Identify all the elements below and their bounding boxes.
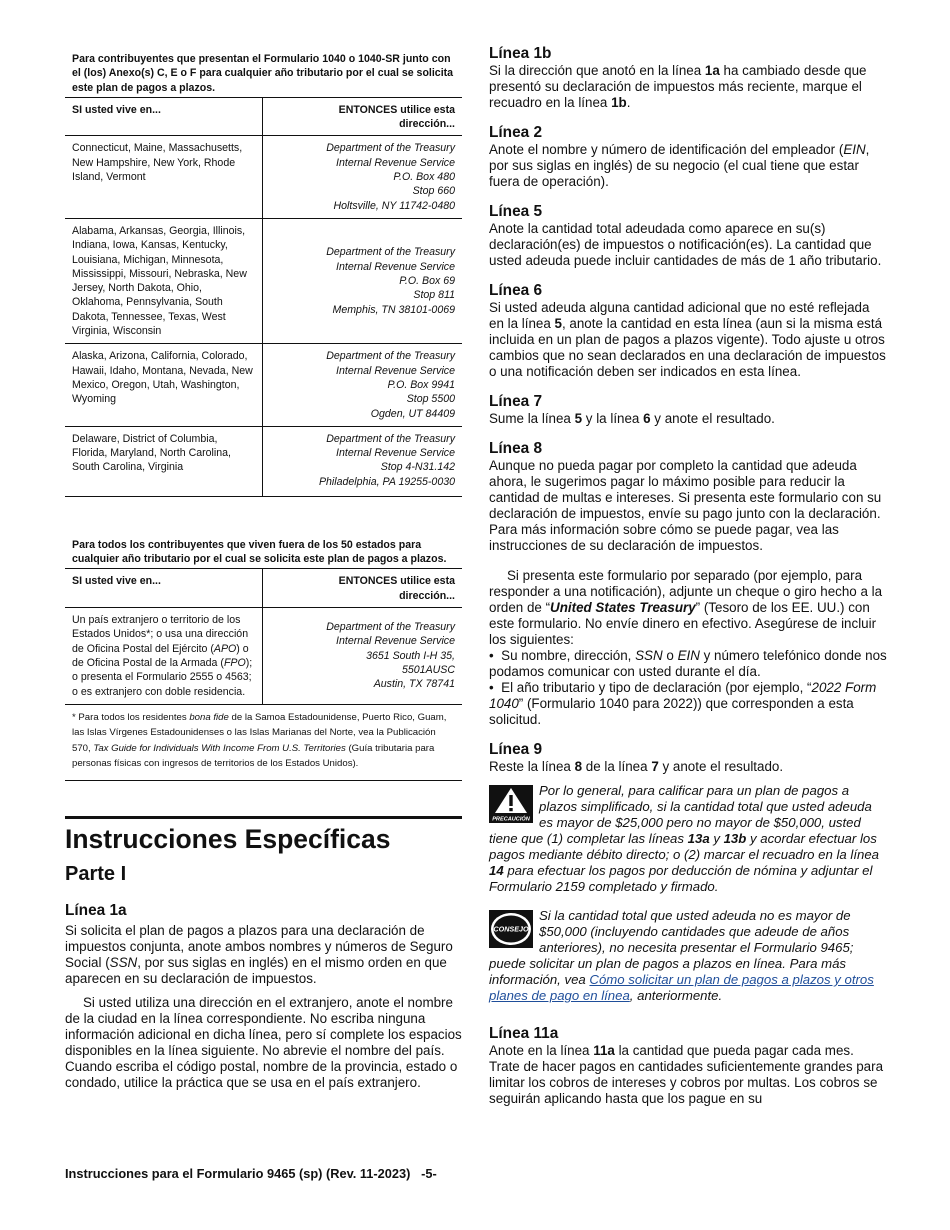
paragraph: Aunque no pueda pagar por completo la cantidad que adeuda ahora, le sugerimos pagar lo máximo posible para reducir la cantidad de multas e intereses. Si presenta este formulario con su declaración de impuestos, envíe su pago junto con la declaración. Para más información sobre cómo se puede pagar, vea las instrucciones de su declaración de impuestos. (489, 458, 882, 553)
section-line-5 (489, 202, 887, 269)
paragraph: Si presenta este formulario por separado (por ejemplo, para responder a una notificación), adjunte un cheque o giro hecho a la orden de “United States Treasury” (Tesoro de los EE. UU.) con este formulario. No envíe dinero en efectivo. Asegúrese de incluir los siguientes: (489, 568, 883, 647)
section-line-8 (489, 439, 887, 728)
section-heading: Línea 1a (65, 902, 127, 920)
footer-form-title: Instrucciones para el Formulario 9465 (sp) (Rev. 11-2023) (65, 1166, 411, 1181)
table2-footnote: * Para todos los residentes bona fide de la Samoa Estadounidense, Puerto Rico, Guam, las Islas Vírgenes Estadounidenses o las Islas Marianas del Norte, vea la Publicación 570, Tax Guide for Individuals With Income From U.S. Territories (Guía tributaria para personas físicas con ingresos de territorios de los Estados Unidos). (65, 705, 462, 782)
section-heading: Línea 7 (489, 393, 543, 410)
address-table-domestic (65, 97, 462, 497)
paragraph: Anote la cantidad total adeudada como aparece en su(s) declaración(es) de impuestos o notificación(es). La cantidad que usted adeuda puede incluir cantidades de más de 1 año tributario. (489, 221, 882, 268)
paragraph: Anote el nombre y número de identificación del empleador (EIN, por sus siglas en inglés) de su negocio (el cual tiene que estar fuera de operación). (489, 142, 870, 189)
table1-address: Department of the Treasury Internal Revenue Service Stop 4-N31.142 Philadelphia, PA 19255-0030 (263, 426, 463, 496)
table2-col-left: SI usted vive en... (65, 569, 263, 608)
paragraph: Si solicita el plan de pagos a plazos para una declaración de impuestos conjunta, anote ambos nombres y números de Seguro Social (SSN, por sus siglas en inglés) en el mismo orden en que aparecen en su declaración de impuestos. (65, 923, 453, 987)
left-column (65, 52, 462, 1091)
paragraph: Si la dirección que anotó en la línea 1a ha cambiado desde que presentó su declaración de impuestos más reciente, marque el recuadro en la línea 1b. (489, 63, 867, 110)
table1-heading: Para contribuyentes que presentan el Formulario 1040 o 1040-SR junto con el (los) Anexo(s) C, E o F para cualquier año tributario por el cual se solicita este plan de pagos a plazos. (72, 53, 454, 94)
table1-states: Connecticut, Maine, Massachusetts, New Hampshire, New York, Rhode Island, Vermont (65, 136, 263, 218)
paragraph: Si usted utiliza una dirección en el extranjero, anote el nombre de la ciudad en la línea correspondiente. No escriba ninguna información adicional en dicha línea, pero sí complete los espacios disponibles en la línea siguiente. No abrevie el nombre del país. Cuando escriba el código postal, nombre de la provincia, estado o condado, utilice la práctica que se usa en el país extranjero. (65, 995, 462, 1091)
section-heading: Línea 6 (489, 282, 543, 299)
right-column (489, 44, 887, 1119)
caution-note: PRECAUCIÓN Por lo general, para calificar para un plan de pagos a plazos simplificado, si la cantidad total que usted adeuda es mayor de $25,000 pero no mayor de $50,000, usted tiene que (1) completar las líneas 13a y 13b y acordar efectuar los pagos mediante débito directo; o (2) marcar el recuadro en la línea 14 para efectuar los pagos por deducción de nómina y adjuntar el Formulario 2159 completado y firmado. (489, 783, 879, 894)
section-line-1b (489, 44, 887, 111)
table1-states: Alabama, Arkansas, Georgia, Illinois, Indiana, Iowa, Kansas, Kentucky, Louisiana, Michigan, Minnesota, Mississippi, Missouri, Nebraska, New Jersey, North Dakota, Ohio, Oklahoma, Pennsylvania, South Dakota, Tennessee, Texas, West Virginia, Wisconsin (65, 218, 263, 343)
paragraph: Anote en la línea 11a la cantidad que pueda pagar cada mes. Trate de hacer pagos en cantidades suficientemente grandes para limitar los cobros de intereses y cobros por multas. Los cobros se seguirán aplicando hasta que los pague en su (489, 1043, 884, 1106)
paragraph: Sume la línea 5 y la línea 6 y anote el resultado. (489, 411, 775, 426)
caution-icon (489, 785, 533, 823)
tip-icon (489, 910, 533, 948)
table1-col-left: SI usted vive en... (65, 97, 263, 136)
table2-col-right: ENTONCES utilice esta dirección... (263, 569, 463, 608)
section-heading: Línea 8 (489, 440, 543, 457)
tip-note: CONSEJO Si la cantidad total que usted adeuda no es mayor de $50,000 (incluyendo cantidades que adeude de años anteriores), no necesita presentar el Formulario 9465; puede solicitar un plan de pagos a plazos en línea. Para más información, vea Cómo solicitar un plan de pagos a plazos y otros planes de pago en línea, anteriormente. (489, 908, 874, 1003)
section-heading: Línea 2 (489, 124, 543, 141)
page-footer (65, 1166, 437, 1181)
section-line-7 (489, 392, 887, 427)
table1-address: Department of the Treasury Internal Revenue Service P.O. Box 69 Stop 811 Memphis, TN 38101-0069 (263, 218, 463, 343)
section-heading: Línea 11a (489, 1025, 559, 1042)
table1-states: Alaska, Arizona, California, Colorado, Hawaii, Idaho, Montana, Nevada, New Mexico, Oregon, Utah, Washington, Wyoming (65, 344, 263, 426)
online-payment-plan-link[interactable]: Cómo solicitar un plan de pagos a plazos y otros planes de pago en línea (489, 972, 874, 1003)
bullet-item: • El año tributario y tipo de declaración (por ejemplo, “2022 Form 1040” (Formulario 1040 para 2022)) que corresponden a esta solicitud. (489, 680, 877, 727)
table1-address: Department of the Treasury Internal Revenue Service P.O. Box 9941 Stop 5500 Ogden, UT 84409 (263, 344, 463, 426)
section-heading: Línea 5 (489, 203, 543, 220)
paragraph: Reste la línea 8 de la línea 7 y anote el resultado. (489, 759, 784, 774)
section-heading: Línea 9 (489, 741, 543, 758)
svg-text:PRECAUCIÓN: PRECAUCIÓN (492, 816, 530, 823)
table2-heading: Para todos los contribuyentes que viven fuera de los 50 estados para cualquier año tributario por el cual se solicita este plan de pagos a plazos. (72, 538, 447, 566)
page-title: Instrucciones Específicas (65, 816, 462, 855)
paragraph: Si usted adeuda alguna cantidad adicional que no esté reflejada en la línea 5, anote la cantidad en esta línea (aun si la misma está incluida en un plan de pagos a plazos vigente). Todo ajuste u otros cambios que no sean declarados en una declaración de impuestos o una notificación deben ser indicados en esta línea. (489, 300, 886, 379)
section-line-6 (489, 281, 887, 380)
table1-address: Department of the Treasury Internal Revenue Service P.O. Box 480 Stop 660 Holtsville, NY 11742-0480 (263, 136, 463, 218)
address-table-foreign (65, 568, 462, 704)
table1-states: Delaware, District of Columbia, Florida, Maryland, North Carolina, South Carolina, Virginia (65, 426, 263, 496)
section-line-11a (489, 1024, 887, 1107)
svg-text:CONSEJO: CONSEJO (493, 924, 529, 934)
section-heading: Línea 1b (489, 45, 552, 62)
page-number: -5- (421, 1166, 437, 1181)
table1-col-right: ENTONCES utilice esta dirección... (263, 97, 463, 136)
section-line-1a (65, 901, 462, 1091)
section-line-2 (489, 123, 887, 190)
section-line-9 (489, 740, 887, 775)
bullet-item: • Su nombre, dirección, SSN o EIN y número telefónico donde nos podamos comunicar con usted durante el día. (489, 648, 887, 679)
part-heading: Parte I (65, 863, 127, 886)
table2-address: Department of the Treasury Internal Revenue Service 3651 South I-H 35, 5501AUSC Austin, TX 78741 (263, 608, 463, 705)
table2-location: Un país extranjero o territorio de los Estados Unidos*; o usa una dirección de Oficina Postal del Ejército (APO) o de Oficina Postal de la Armada (FPO); o presenta el Formulario 2555 o 4563; o es extranjero con doble residencia. (65, 608, 263, 705)
